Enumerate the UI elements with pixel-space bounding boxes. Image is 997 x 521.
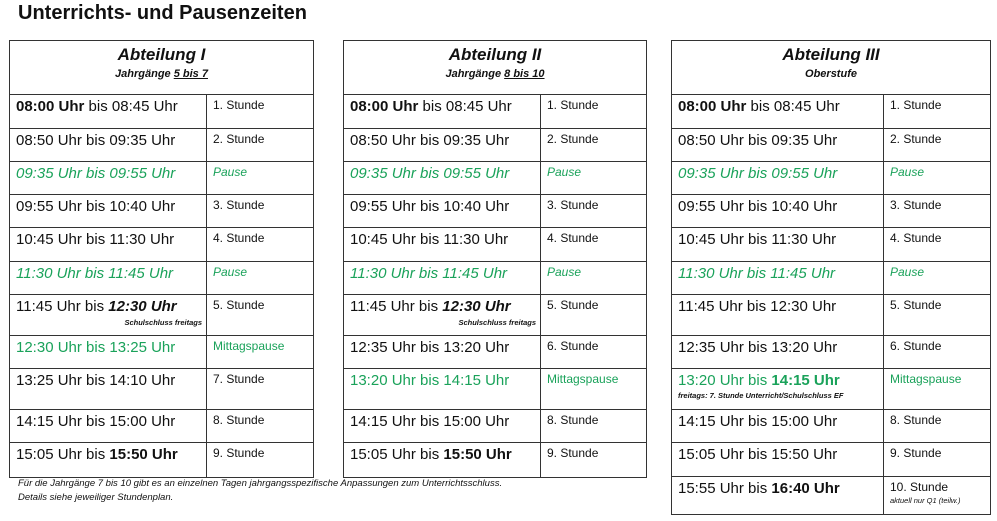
lesson-text: Pause [547, 265, 582, 279]
schedule-row [10, 95, 313, 129]
page-title: Unterrichts- und Pausenzeiten [18, 2, 307, 24]
time-separator: bis [742, 265, 771, 282]
time-range [10, 443, 207, 477]
schedule-row [344, 195, 646, 228]
end-time: 09:55 Uhr [443, 165, 510, 182]
start-time: 11:45 Uhr [350, 298, 415, 315]
dept-name: Abteilung I [117, 45, 206, 64]
lesson-label [207, 369, 313, 409]
start-time: 09:55 Uhr [350, 198, 416, 215]
time-separator: bis [743, 231, 772, 248]
end-time: 15:50 Uhr [109, 446, 178, 463]
dept-table-1 [9, 40, 314, 478]
start-time: 08:00 Uhr [678, 98, 747, 115]
end-time: 08:45 Uhr [111, 98, 178, 115]
time-range [10, 95, 207, 128]
lesson-label [884, 228, 990, 261]
time-range [344, 336, 541, 368]
schedule-row [672, 336, 990, 369]
schedule-row [10, 443, 313, 477]
dept-subtitle-years: 8 bis 10 [504, 68, 545, 80]
schedule-row [344, 162, 646, 195]
time-separator: bis [84, 98, 112, 115]
end-time: 14:15 Uhr [771, 372, 840, 389]
start-time: 11:45 Uhr [678, 298, 743, 315]
start-time: 13:20 Uhr [350, 372, 416, 389]
time-separator: bis [743, 480, 772, 497]
lesson-label [207, 162, 313, 194]
start-time: 08:50 Uhr [678, 132, 744, 149]
lesson-text: 7. Stunde [213, 372, 265, 386]
time-separator: bis [415, 446, 444, 463]
time-separator: bis [743, 413, 772, 430]
end-time: 11:45 Uhr [770, 265, 836, 282]
end-time: 11:30 Uhr [443, 231, 509, 248]
time-range [344, 295, 541, 335]
lesson-label [541, 95, 646, 128]
start-time: 12:30 Uhr [16, 339, 82, 356]
dept-subtitle-prefix: Oberstufe [805, 68, 857, 80]
lesson-text: 9. Stunde [213, 446, 265, 460]
lesson-text: Pause [890, 165, 925, 179]
time-separator: bis [81, 231, 110, 248]
lesson-label [541, 369, 646, 409]
time-range [10, 262, 207, 294]
schedule-row [344, 443, 646, 477]
start-time: 09:55 Uhr [16, 198, 82, 215]
lesson-text: 5. Stunde [213, 298, 265, 312]
time-separator: bis [415, 231, 444, 248]
time-range [344, 228, 541, 261]
lesson-text: 3. Stunde [890, 198, 942, 212]
time-range [344, 443, 541, 477]
start-time: 14:15 Uhr [678, 413, 744, 430]
start-time: 15:05 Uhr [350, 446, 416, 463]
lesson-text: 10. Stunde [890, 480, 949, 494]
lesson-label [884, 369, 990, 409]
start-time: 10:45 Uhr [350, 231, 416, 248]
time-separator: bis [418, 98, 446, 115]
lesson-label [884, 336, 990, 368]
start-time: 08:50 Uhr [350, 132, 416, 149]
schedule-row [672, 195, 990, 228]
end-time: 15:00 Uhr [443, 413, 510, 430]
lesson-label [207, 443, 313, 477]
start-time: 15:05 Uhr [678, 446, 744, 463]
end-time: 10:40 Uhr [771, 198, 838, 215]
end-time: 08:45 Uhr [445, 98, 512, 115]
schedule-row [672, 477, 990, 514]
start-time: 11:45 Uhr [16, 298, 81, 315]
time-separator: bis [415, 372, 444, 389]
end-time: 09:35 Uhr [771, 132, 838, 149]
lesson-text: 8. Stunde [213, 413, 265, 427]
schedule-row [10, 336, 313, 369]
dept-header [672, 41, 990, 95]
end-time: 15:00 Uhr [109, 413, 176, 430]
lesson-label [884, 129, 990, 161]
schedule-row [672, 262, 990, 295]
start-time: 09:35 Uhr [16, 165, 82, 182]
time-range [344, 129, 541, 161]
time-separator: bis [81, 132, 110, 149]
lesson-label [207, 410, 313, 442]
lesson-text: 8. Stunde [890, 413, 942, 427]
end-time: 11:30 Uhr [109, 231, 175, 248]
dept-subtitle [672, 68, 990, 80]
schedule-row [10, 162, 313, 195]
lesson-label [207, 262, 313, 294]
lesson-label [884, 195, 990, 227]
lesson-text: Pause [547, 165, 582, 179]
start-time: 08:00 Uhr [350, 98, 419, 115]
schedule-row [672, 228, 990, 262]
dept-subtitle-years: 5 bis 7 [173, 68, 208, 80]
schedule-row [672, 443, 990, 477]
lesson-text: 9. Stunde [890, 446, 942, 460]
end-time: 15:50 Uhr [771, 446, 838, 463]
time-range [672, 262, 884, 294]
footnote-line-1: Für die Jahrgänge 7 bis 10 gibt es an einzelnen Tagen jahrgangsspezifische Anpassungen zum Unterrichtsschluss. [18, 478, 503, 489]
lesson-text: 4. Stunde [890, 231, 942, 245]
lesson-text: 8. Stunde [547, 413, 599, 427]
schedule-row [344, 336, 646, 369]
end-time: 14:10 Uhr [109, 372, 176, 389]
schedule-row [344, 295, 646, 336]
schedule-row [10, 295, 313, 336]
time-range [672, 162, 884, 194]
time-range [672, 410, 884, 442]
dept-subtitle [10, 68, 313, 80]
start-time: 09:55 Uhr [678, 198, 744, 215]
footnote-line-2: Details siehe jeweiliger Stundenplan. [18, 492, 174, 503]
end-time: 13:20 Uhr [443, 339, 510, 356]
end-time: 10:40 Uhr [443, 198, 510, 215]
lesson-label [884, 295, 990, 335]
time-range [672, 477, 884, 514]
time-separator: bis [415, 339, 444, 356]
start-time: 14:15 Uhr [16, 413, 82, 430]
start-time: 08:00 Uhr [16, 98, 85, 115]
time-separator: bis [81, 165, 110, 182]
start-time: 10:45 Uhr [678, 231, 744, 248]
time-range [672, 228, 884, 261]
lesson-label [541, 410, 646, 442]
time-separator: bis [742, 298, 771, 315]
time-range [672, 443, 884, 476]
time-range [344, 162, 541, 194]
end-time: 09:35 Uhr [443, 132, 510, 149]
lesson-text: 1. Stunde [890, 98, 942, 112]
dept-table-3 [671, 40, 991, 515]
footnote [18, 477, 502, 505]
time-range [10, 162, 207, 194]
schedule-row [344, 95, 646, 129]
lesson-label [541, 228, 646, 261]
end-time: 16:40 Uhr [771, 480, 840, 497]
lesson-label [541, 162, 646, 194]
dept-subtitle-prefix: Jahrgänge [445, 68, 505, 80]
time-separator: bis [746, 98, 774, 115]
end-time: 11:30 Uhr [771, 231, 837, 248]
end-time: 08:45 Uhr [773, 98, 840, 115]
dept-header [10, 41, 313, 95]
time-range [10, 228, 207, 261]
time-range [10, 129, 207, 161]
time-separator: bis [743, 198, 772, 215]
lesson-label [541, 129, 646, 161]
schedule-row [10, 410, 313, 443]
lesson-label [541, 195, 646, 227]
start-time: 12:35 Uhr [678, 339, 744, 356]
start-time: 13:25 Uhr [16, 372, 82, 389]
lesson-text: Mittagspause [890, 372, 962, 386]
end-time: 09:35 Uhr [109, 132, 176, 149]
end-time: 10:40 Uhr [109, 198, 176, 215]
time-separator: bis [81, 372, 110, 389]
time-separator: bis [81, 446, 110, 463]
lesson-label [884, 162, 990, 194]
schedule-row [672, 369, 990, 410]
lesson-label [207, 95, 313, 128]
time-range [672, 195, 884, 227]
end-time: 14:15 Uhr [443, 372, 510, 389]
lesson-text: 9. Stunde [547, 446, 599, 460]
lesson-label [541, 336, 646, 368]
end-time: 09:55 Uhr [771, 165, 838, 182]
lesson-text: 5. Stunde [890, 298, 942, 312]
end-time: 12:30 Uhr [108, 298, 177, 315]
row-note: freitags: 7. Stunde Unterricht/Schulschluss EF [678, 391, 844, 400]
time-range [344, 262, 541, 294]
end-time: 09:55 Uhr [109, 165, 176, 182]
start-time: 13:20 Uhr [678, 372, 744, 389]
end-time: 11:45 Uhr [442, 265, 508, 282]
time-separator: bis [415, 165, 444, 182]
schedule-row [344, 410, 646, 443]
time-separator: bis [81, 339, 110, 356]
start-time: 10:45 Uhr [16, 231, 82, 248]
schedule-row [10, 228, 313, 262]
lesson-label [541, 295, 646, 335]
lesson-text: 6. Stunde [890, 339, 942, 353]
dept-subtitle [344, 68, 646, 80]
lesson-text: 5. Stunde [547, 298, 599, 312]
time-range [672, 295, 884, 335]
time-separator: bis [414, 265, 443, 282]
lesson-text: 1. Stunde [213, 98, 265, 112]
start-time: 14:15 Uhr [350, 413, 416, 430]
schedule-row [10, 195, 313, 228]
lesson-label [884, 95, 990, 128]
time-separator: bis [415, 413, 444, 430]
schedule-row [10, 369, 313, 410]
lesson-label [207, 195, 313, 227]
lesson-label [884, 477, 990, 514]
schedule-row [10, 262, 313, 295]
time-range [672, 129, 884, 161]
row-note: Schulschluss freitags [458, 318, 536, 327]
start-time: 08:50 Uhr [16, 132, 82, 149]
dept-name: Abteilung III [782, 45, 880, 64]
lesson-label [207, 228, 313, 261]
time-range [10, 369, 207, 409]
end-time: 12:30 Uhr [770, 298, 837, 315]
time-range [344, 95, 541, 128]
schedule-row [344, 369, 646, 410]
lesson-text: 2. Stunde [213, 132, 265, 146]
lesson-label [541, 262, 646, 294]
dept-subtitle-prefix: Jahrgänge [115, 68, 174, 80]
schedule-row [672, 95, 990, 129]
end-time: 15:50 Uhr [443, 446, 512, 463]
end-time: 13:20 Uhr [771, 339, 838, 356]
schedule-row [672, 129, 990, 162]
time-range [10, 295, 207, 335]
schedule-row [672, 162, 990, 195]
lesson-label [207, 336, 313, 368]
start-time: 11:30 Uhr [350, 265, 415, 282]
start-time: 11:30 Uhr [16, 265, 81, 282]
time-separator: bis [743, 165, 772, 182]
lesson-label [884, 410, 990, 442]
dept-header [344, 41, 646, 95]
time-separator: bis [743, 446, 772, 463]
start-time: 09:35 Uhr [678, 165, 744, 182]
lesson-text: Pause [890, 265, 925, 279]
time-separator: bis [80, 265, 109, 282]
schedule-row [672, 410, 990, 443]
time-separator: bis [415, 198, 444, 215]
end-time: 11:45 Uhr [108, 265, 174, 282]
time-range [10, 336, 207, 368]
start-time: 12:35 Uhr [350, 339, 416, 356]
time-separator: bis [415, 132, 444, 149]
start-time: 15:55 Uhr [678, 480, 744, 497]
time-separator: bis [414, 298, 443, 315]
lesson-text: 6. Stunde [547, 339, 599, 353]
dept-table-2 [343, 40, 647, 478]
time-range [10, 410, 207, 442]
lesson-text: 4. Stunde [213, 231, 265, 245]
time-range [344, 195, 541, 227]
start-time: 09:35 Uhr [350, 165, 416, 182]
start-time: 11:30 Uhr [678, 265, 743, 282]
time-separator: bis [743, 132, 772, 149]
lesson-text: 2. Stunde [890, 132, 942, 146]
lesson-text: 3. Stunde [547, 198, 599, 212]
start-time: 15:05 Uhr [16, 446, 82, 463]
lesson-text: Pause [213, 265, 248, 279]
time-separator: bis [81, 198, 110, 215]
lesson-label [207, 129, 313, 161]
time-range [344, 369, 541, 409]
lesson-label [207, 295, 313, 335]
lesson-label [884, 262, 990, 294]
lesson-note: aktuell nur Q1 (teilw.) [890, 496, 961, 505]
schedule-row [344, 262, 646, 295]
schedule-row [10, 129, 313, 162]
end-time: 12:30 Uhr [442, 298, 511, 315]
lesson-text: Mittagspause [547, 372, 619, 386]
time-range [672, 95, 884, 128]
row-note: Schulschluss freitags [124, 318, 202, 327]
dept-name: Abteilung II [448, 45, 542, 64]
time-range [672, 336, 884, 368]
time-range [344, 410, 541, 442]
lesson-label [884, 443, 990, 476]
schedule-row [344, 129, 646, 162]
time-separator: bis [743, 372, 772, 389]
lesson-text: Pause [213, 165, 248, 179]
lesson-text: 3. Stunde [213, 198, 265, 212]
lesson-label [541, 443, 646, 477]
time-separator: bis [81, 413, 110, 430]
time-separator: bis [80, 298, 109, 315]
lesson-text: 4. Stunde [547, 231, 599, 245]
time-range [672, 369, 884, 409]
end-time: 15:00 Uhr [771, 413, 838, 430]
time-range [10, 195, 207, 227]
time-separator: bis [743, 339, 772, 356]
lesson-text: 2. Stunde [547, 132, 599, 146]
end-time: 13:25 Uhr [109, 339, 176, 356]
lesson-text: Mittagspause [213, 339, 285, 353]
schedule-row [672, 295, 990, 336]
lesson-text: 1. Stunde [547, 98, 599, 112]
schedule-row [344, 228, 646, 262]
